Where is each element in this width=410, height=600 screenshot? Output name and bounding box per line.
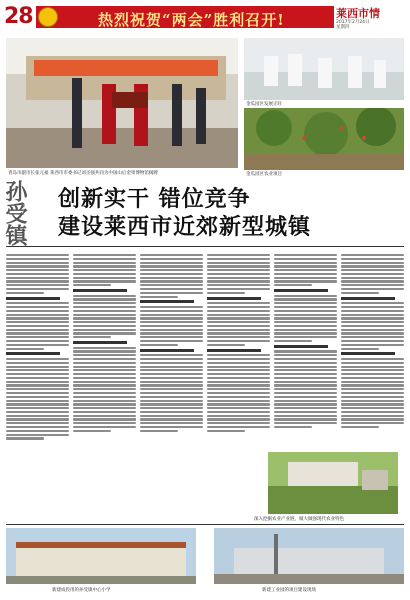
town-label: 孙受镇 — [2, 180, 28, 246]
body-column — [6, 252, 69, 522]
paper-name: 莱西市情 — [336, 7, 380, 20]
center-photo-caption: 深入挖掘农业产业链，做大做强现代农业特色 — [254, 517, 344, 522]
main-photo — [6, 38, 238, 168]
bottom-right-caption: 新建工业园的项目建设现场 — [262, 588, 316, 593]
paper-date — [336, 20, 370, 30]
farm-photo — [268, 452, 398, 514]
body-column — [207, 252, 270, 522]
page-number: 28 — [4, 4, 33, 29]
body-column — [140, 252, 203, 522]
main-photo-caption: 青岛市副市长张元福 莱西市市委书记刘圣强共同为中国山后金果博物馆揭牌 — [8, 171, 158, 176]
body-column — [73, 252, 136, 522]
page-header — [0, 0, 410, 34]
bottom-left-caption: 新建成投用的孙受镇中心小学 — [52, 588, 111, 593]
article-title-line1: 创新实干 错位竞争 — [58, 187, 251, 212]
weekday-line: 星期四 — [336, 25, 350, 30]
mid-right-caption: 金瓜园区农业项目 — [246, 172, 282, 177]
orchard-image — [244, 108, 404, 170]
header-headline: 热烈祝贺“两会”胜利召开! — [98, 11, 285, 29]
industrial-image — [214, 528, 404, 584]
emblem-icon — [38, 7, 58, 27]
top-right-caption: 金瓜园区发展正旺 — [246, 102, 282, 107]
bottom-divider — [6, 524, 404, 525]
title-divider — [6, 246, 404, 247]
school-image — [6, 528, 196, 584]
school-photo — [6, 528, 196, 584]
main-photo-image — [6, 38, 238, 168]
greenhouse-image — [244, 38, 404, 100]
greenhouse-photo — [244, 38, 404, 100]
farm-image — [268, 452, 398, 514]
article-title-line2: 建设莱西市近郊新型城镇 — [58, 215, 312, 240]
date-line: 2017年2月24日 — [336, 20, 370, 25]
industrial-photo — [214, 528, 404, 584]
orchard-photo — [244, 108, 404, 170]
